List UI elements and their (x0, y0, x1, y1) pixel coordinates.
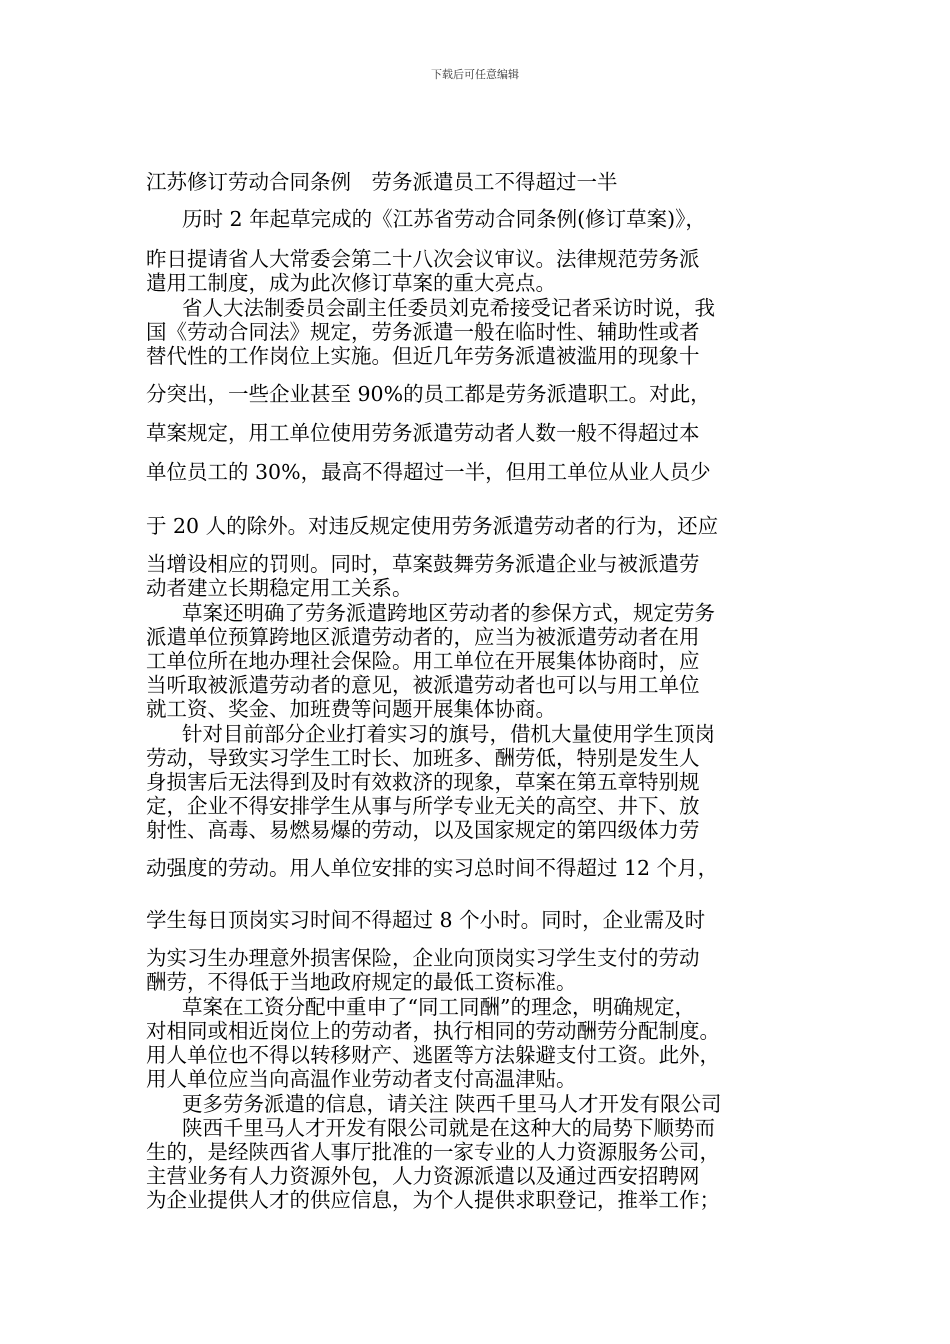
paragraph-line: 单位员工的 30%，最高不得超过一半，但用工单位从业人员少 (146, 460, 711, 484)
paragraph-line: 分突出，一些企业甚至 90%的员工都是劳务派遣职工。对此， (146, 382, 711, 406)
paragraph-line: 动强度的劳动。用人单位安排的实习总时间不得超过 12 个月， (146, 856, 719, 880)
paragraph-line: 历时 2 年起草完成的《江苏省劳动合同条例(修订草案)》， (182, 207, 706, 231)
paragraph-line: 于 20 人的除外。对违反规定使用劳务派遣劳动者的行为，还应 (146, 514, 719, 538)
paragraph-line: 劳动，导致实习学生工时长、加班多、酬劳低，特别是发生人 (146, 746, 700, 770)
paragraph-line: 当听取被派遣劳动者的意见，被派遣劳动者也可以与用工单位 (146, 673, 700, 697)
paragraph-line: 派遣单位预算跨地区派遣劳动者的，应当为被派遣劳动者在用 (146, 625, 700, 649)
paragraph-line: 工单位所在地办理社会保险。用工单位在开展集体协商时，应 (146, 649, 700, 673)
paragraph-line: 就工资、奖金、加班费等问题开展集体协商。 (146, 697, 556, 721)
paragraph-line: 学生每日顶岗实习时间不得超过 8 个小时。同时，企业需及时 (146, 908, 706, 932)
paragraph-line: 更多劳务派遣的信息，请关注 陕西千里马人才开发有限公司 (182, 1092, 722, 1116)
paragraph-line: 替代性的工作岗位上实施。但近几年劳务派遣被滥用的现象十 (146, 344, 700, 368)
paragraph-line: 陕西千里马人才开发有限公司就是在这种大的局势下顺势而 (182, 1116, 715, 1140)
paragraph-line: 为企业提供人才的供应信息，为个人提供求职登记，推举工作； (146, 1188, 720, 1212)
paragraph-line: 动者建立长期稳定用工关系。 (146, 576, 413, 600)
article-body (146, 170, 808, 1212)
paragraph-line: 草案规定，用工单位使用劳务派遣劳动者人数一般不得超过本 (146, 421, 700, 445)
paragraph-line: 用人单位也不得以转移财产、逃匿等方法躲避支付工资。此外， (146, 1043, 720, 1067)
paragraph-line: 昨日提请省人大常委会第二十八次会议审议。法律规范劳务派 (146, 247, 700, 271)
paragraph-line: 主营业务有人力资源外包，人力资源派遣以及通过西安招聘网 (146, 1164, 700, 1188)
paragraph-line: 生的，是经陕西省人事厅批准的一家专业的人力资源服务公司， (146, 1140, 720, 1164)
paragraph-line: 对相同或相近岗位上的劳动者，执行相同的劳动酬劳分配制度。 (146, 1019, 720, 1043)
paragraph-line: 国《劳动合同法》规定，劳务派遣一般在临时性、辅助性或者 (146, 320, 700, 344)
paragraph-line: 用人单位应当向高温作业劳动者支付高温津贴。 (146, 1067, 577, 1091)
paragraph-line: 身损害后无法得到及时有效救济的现象，草案在第五章特别规 (146, 770, 700, 794)
header-note: 下载后可任意编辑 (431, 68, 519, 81)
paragraph-line: 省人大法制委员会副主任委员刘克希接受记者采访时说，我 (182, 296, 715, 320)
paragraph-line: 酬劳，不得低于当地政府规定的最低工资标准。 (146, 970, 577, 994)
article-title: 江苏修订劳动合同条例 劳务派遣员工不得超过一半 (146, 170, 618, 194)
paragraph-line: 定，企业不得安排学生从事与所学专业无关的高空、井下、放 (146, 794, 700, 818)
paragraph-line: 为实习生办理意外损害保险，企业向顶岗实习学生支付的劳动 (146, 946, 700, 970)
paragraph-line: 针对目前部分企业打着实习的旗号，借机大量使用学生顶岗 (182, 722, 715, 746)
paragraph-line: 当增设相应的罚则。同时，草案鼓舞劳务派遣企业与被派遣劳 (146, 552, 700, 576)
paragraph-line: 草案还明确了劳务派遣跨地区劳动者的参保方式，规定劳务 (182, 601, 715, 625)
paragraph-line: 射性、高毒、易燃易爆的劳动，以及国家规定的第四级体力劳 (146, 818, 700, 842)
paragraph-line: 遣用工制度，成为此次修订草案的重大亮点。 (146, 271, 556, 295)
paragraph-line: 草案在工资分配中重申了“同工同酬”的理念，明确规定， (182, 995, 695, 1019)
